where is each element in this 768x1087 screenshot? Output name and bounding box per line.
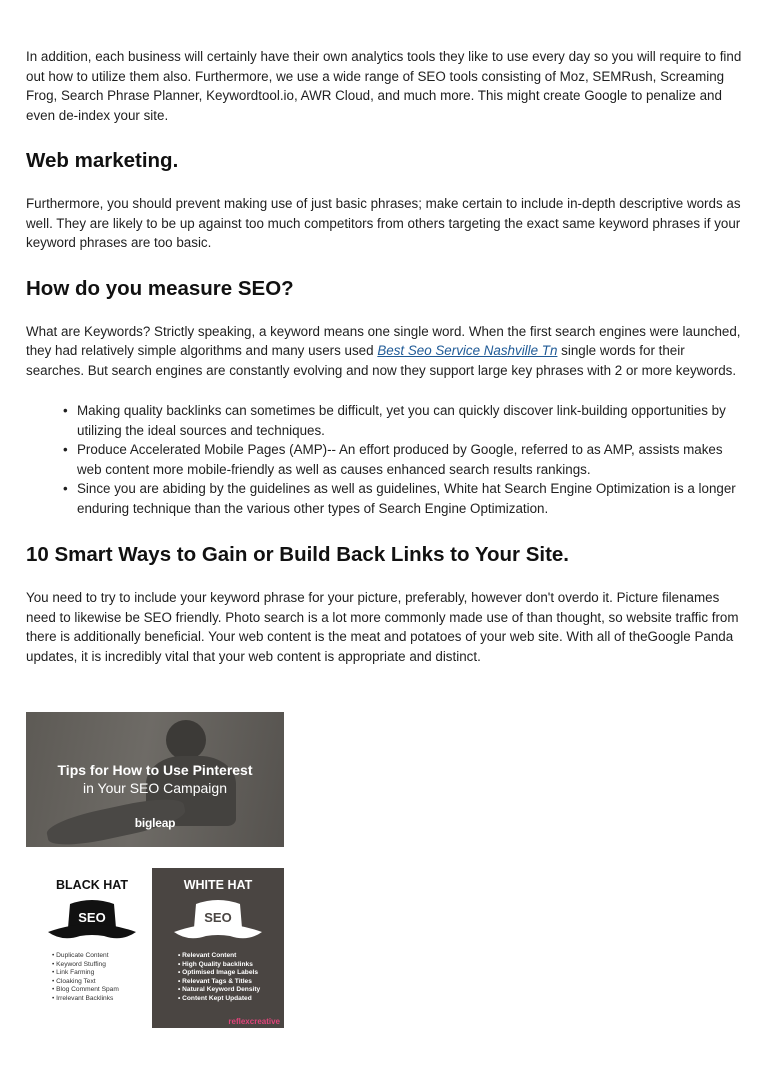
list-item bbox=[26, 401, 742, 440]
white-hat-seo-image bbox=[152, 868, 284, 1028]
list-item: • High Quality backlinks bbox=[178, 960, 253, 968]
list-item: • Irrelevant Backlinks bbox=[52, 994, 114, 1002]
reflexcreative-logo: reflexcreative bbox=[228, 1017, 280, 1026]
pinterest-seo-banner-image bbox=[26, 712, 284, 847]
intro-paragraph: In addition, each business will certainly have their own analytics tools they like to use every day so you will require to find out how to utilize them also. Furthermore, we use a wide range of SEO tools consisting of Moz, SEMRush, Screaming Frog, Search Phrase Planner, Keywordtool.io, AWR Cloud, and much more. This might create Google to penalize and even de-index your site. bbox=[26, 49, 742, 123]
list-item: • Content Kept Updated bbox=[178, 994, 252, 1002]
list-item: • Blog Comment Spam bbox=[52, 986, 119, 994]
black-hat-title: BLACK HAT bbox=[56, 878, 128, 892]
list-item: • Optimised Image Labels bbox=[178, 969, 258, 977]
measure-text-after: single words for their searches. But search engines are constantly evolving and now they support large key phrases with 2 or more keywords. bbox=[26, 343, 737, 378]
white-hat-title: WHITE HAT bbox=[183, 878, 253, 892]
list-item: • Relevant Tags & Titles bbox=[178, 977, 252, 985]
document-body bbox=[26, 47, 742, 666]
bullet-text: Making quality backlinks can sometimes be difficult, yet you can quickly discover link-building opportunities by utilizing the ideal sources and techniques. bbox=[77, 403, 726, 438]
bullet-dot-icon: • bbox=[63, 481, 68, 496]
list-item: • Duplicate Content bbox=[52, 952, 109, 959]
measure-seo-paragraph bbox=[26, 322, 742, 381]
list-item: • Keyword Stuffing bbox=[52, 960, 106, 968]
banner-person-shape bbox=[166, 720, 206, 760]
black-hat-list bbox=[52, 952, 119, 1004]
black-hat-icon bbox=[42, 896, 142, 952]
banner-brand-logo: bigleap bbox=[134, 816, 176, 830]
list-item: • Natural Keyword Density bbox=[178, 986, 261, 994]
list-item bbox=[26, 440, 742, 479]
backlinks-paragraph: You need to try to include your keyword phrase for your picture, preferably, however don't overdo it. Picture filenames need to likewise be SEO friendly. Photo search is a lot more commonly made use of than thought, so website traffic from there is additionally beneficial. Your web content is the meat and potatoes of your web site. With all of theGoogle Panda updates, it is incredibly vital that your web content is appropriate and distinct. bbox=[26, 590, 739, 664]
bullet-text: Since you are abiding by the guidelines as well as guidelines, White hat Search Engine Optimization is a longer enduring technique than the various other types of Search Engine Optimization. bbox=[77, 481, 736, 516]
best-seo-service-link[interactable]: Best Seo Service Nashville Tn bbox=[377, 343, 558, 358]
banner-title-line2: in Your SEO Campaign bbox=[83, 780, 227, 796]
banner-title-line1: Tips for How to Use Pinterest bbox=[57, 762, 253, 778]
bullet-list bbox=[26, 401, 742, 518]
measure-text-before: What are Keywords? Strictly speaking, a keyword means one single word. When the first search engines were launched, they had relatively simple algorithms and many users used bbox=[26, 323, 741, 358]
white-hat-list bbox=[178, 952, 260, 1004]
bullet-dot-icon: • bbox=[63, 442, 68, 457]
black-hat-seo-label: SEO bbox=[78, 910, 106, 925]
backlinks-heading: 10 Smart Ways to Gain or Build Back Links to Your Site. bbox=[26, 543, 569, 566]
list-item: • Cloaking Text bbox=[52, 977, 96, 985]
list-item bbox=[26, 479, 742, 518]
bullet-text: Produce Accelerated Mobile Pages (AMP)-- An effort produced by Google, referred to as AMP, assists makes web content more mobile-friendly as well as causes enhanced search results rankings. bbox=[77, 442, 723, 477]
measure-seo-heading: How do you measure SEO? bbox=[26, 276, 294, 300]
web-marketing-paragraph: Furthermore, you should prevent making use of just basic phrases; make certain to include in-depth descriptive words as well. They are likely to be up against too much competitors from others targeting the exact same keyword phrases if your keyword phrases are too basic. bbox=[26, 196, 741, 250]
list-item: • Link Farming bbox=[52, 969, 95, 977]
white-hat-icon bbox=[168, 896, 268, 952]
web-marketing-heading: Web marketing. bbox=[26, 149, 179, 172]
white-hat-seo-label: SEO bbox=[204, 910, 232, 925]
bullet-dot-icon: • bbox=[63, 403, 68, 418]
list-item: • Relevant Content bbox=[178, 952, 237, 959]
black-hat-seo-image bbox=[26, 868, 158, 1028]
